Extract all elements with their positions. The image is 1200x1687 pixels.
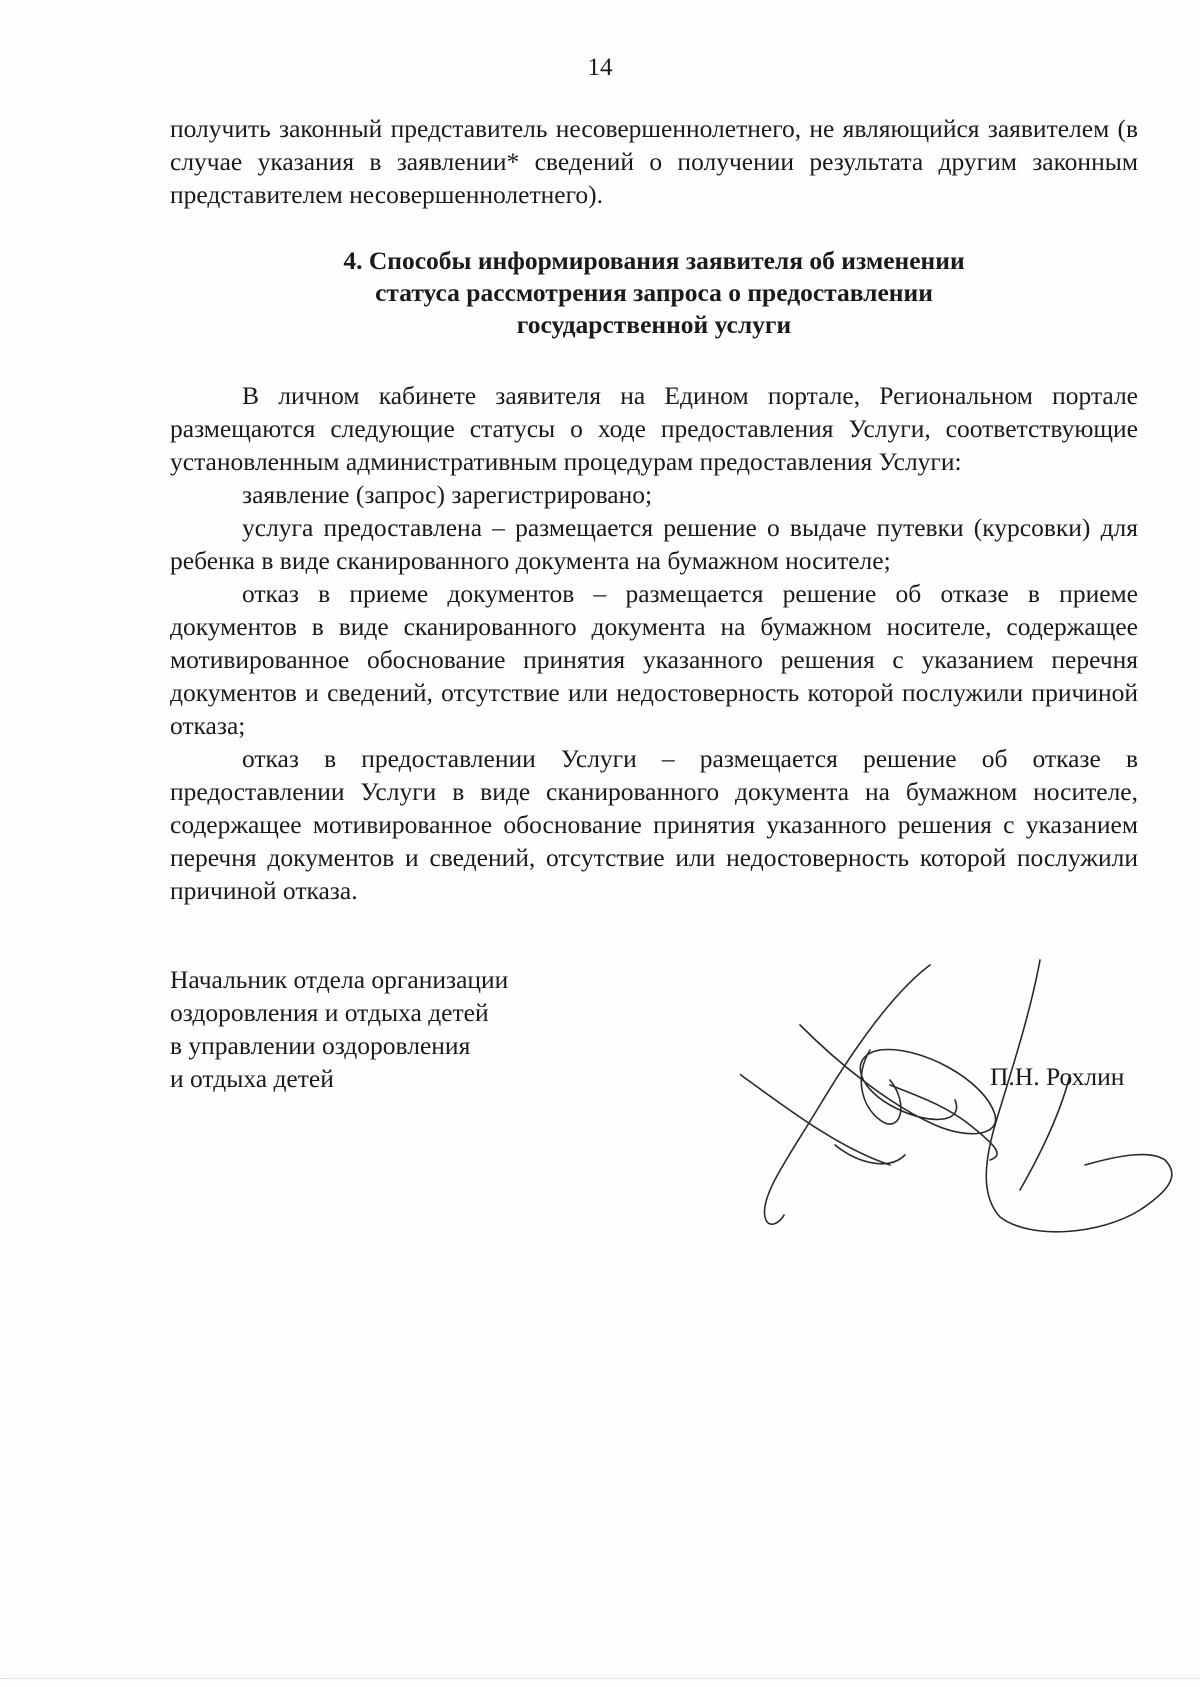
page-number: 14 — [587, 54, 613, 81]
status-item-registered: заявление (запрос) зарегистрировано; — [242, 480, 653, 509]
section-heading — [170, 245, 1138, 341]
status-item-refusal-documents: отказ в приеме документов – размещается решение об отказе в приеме документов в виде сканированного документа на бумажном носителе, содержащее мотивированное обоснование принятия указанного решения с указанием перечня документов и сведений, отсутствие или недостоверность которой послужили причиной отказа; — [170, 579, 1138, 740]
scan-edge-divider — [0, 1678, 1200, 1681]
section-heading-line-3: государственной услуги — [516, 310, 792, 339]
signatory-position-line-2: оздоровления и отдыха детей — [170, 998, 489, 1027]
signatory-name: П.Н. Рохлин — [990, 1062, 1125, 1091]
body-paragraph-intro: В личном кабинете заявителя на Едином портале, Региональном портале размещаются следующие статусы о ходе предоставления Услуги, соответствующие установленным административным процедурам предоставления Услуги: — [170, 381, 1138, 476]
signatory-position — [170, 963, 508, 1095]
section-heading-line-2: статуса рассмотрения запроса о предоставлении — [375, 278, 933, 307]
signatory-position-line-4: и отдыха детей — [170, 1064, 334, 1093]
handwritten-signature-icon — [740, 955, 1180, 1245]
status-item-refusal-service: отказ в предоставлении Услуги – размещается решение об отказе в предоставлении Услуги в виде сканированного документа на бумажном носителе, содержащее мотивированное обоснование принятия указанного решения с указанием перечня документов и сведений, отсутствие или недостоверность которой послужили причиной отказа. — [170, 744, 1138, 905]
continuation-paragraph: получить законный представитель несовершеннолетнего, не являющийся заявителем (в случае указания в заявлении* сведений о получении результата другим законным представителем несовершеннолетнего). — [170, 114, 1138, 209]
status-item-provided: услуга предоставлена – размещается решение о выдаче путевки (курсовки) для ребенка в виде сканированного документа на бумажном носителе; — [170, 513, 1138, 575]
signatory-position-line-3: в управлении оздоровления — [170, 1031, 471, 1060]
section-heading-line-1: 4. Способы информирования заявителя об изменении — [343, 246, 965, 275]
section-body — [170, 379, 1138, 907]
continuation-block — [170, 112, 1138, 211]
signatory-position-line-1: Начальник отдела организации — [170, 965, 509, 994]
